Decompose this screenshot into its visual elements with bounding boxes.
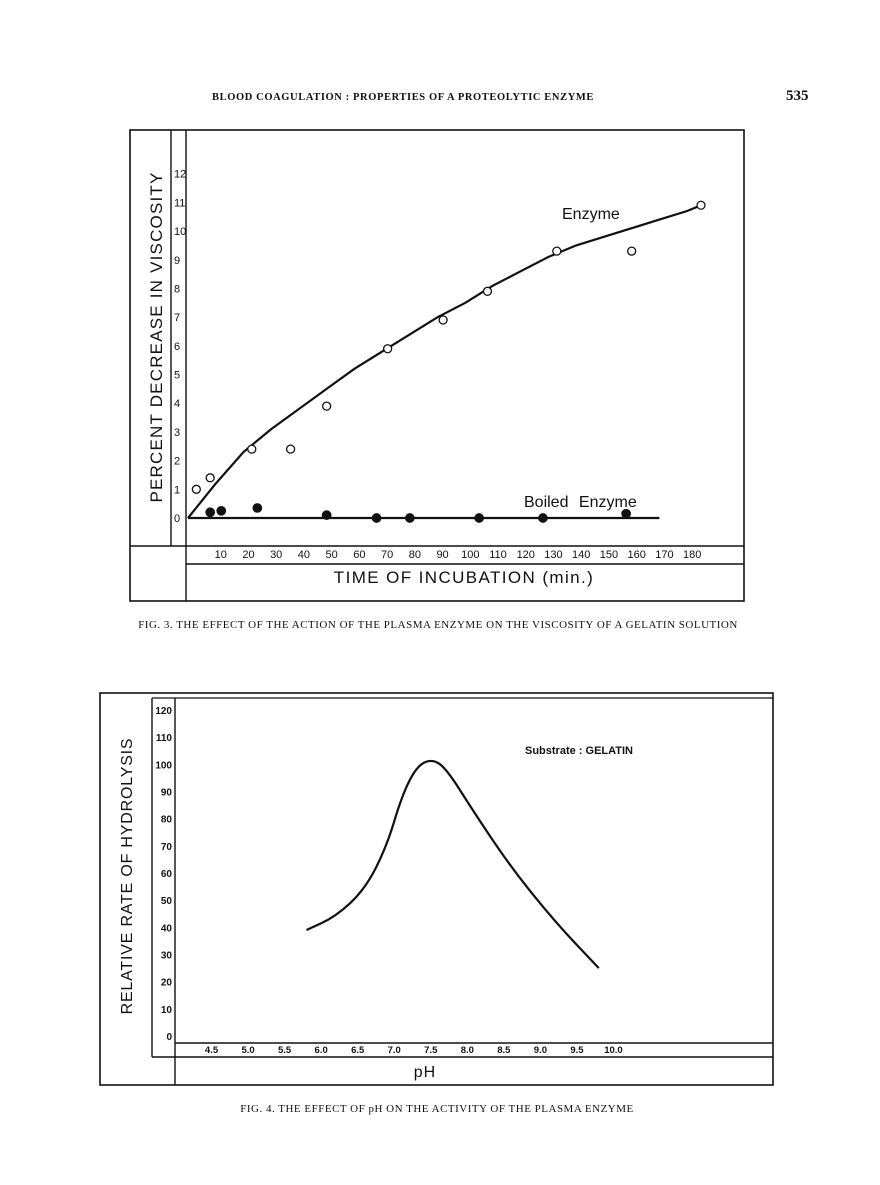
fig3-y-tick-label: 9: [174, 254, 181, 267]
fig3-enzyme-point: [206, 474, 214, 482]
fig4-x-tick-label: 4.5: [204, 1045, 219, 1056]
page-number: 535: [786, 88, 809, 104]
fig4-x-tick-label: 5.5: [278, 1045, 292, 1056]
fig3-enzyme-point: [192, 485, 200, 493]
fig3-x-tick-label: 30: [270, 549, 283, 561]
fig3-enzyme-point: [287, 445, 295, 453]
fig4-x-tick-label: 9.0: [533, 1045, 547, 1056]
fig4-y-tick-label: 110: [155, 733, 172, 745]
fig4-y-tick-label: 30: [160, 950, 172, 962]
fig3-boiled-enzyme-point: [206, 508, 214, 516]
fig3-y-tick-label: 4: [174, 398, 181, 411]
fig4-y-tick-label: 80: [160, 814, 172, 826]
fig4-y-tick-label: 90: [160, 787, 172, 799]
fig3-enzyme-point: [483, 287, 491, 295]
fig4-x-tick-label: 7.0: [387, 1045, 401, 1056]
fig3-x-tick-label: 130: [544, 549, 563, 561]
fig3-y-tick-label: 7: [174, 312, 181, 325]
fig3-enzyme-point: [323, 402, 331, 410]
fig3-y-tick-label: 6: [174, 340, 181, 353]
fig3-series-line-0: [188, 205, 701, 518]
fig3-boiled-enzyme-point: [253, 504, 261, 512]
fig3-x-tick-label: 60: [353, 549, 366, 561]
fig4-y-tick-label: 60: [160, 869, 172, 880]
fig3-x-tick-label: 40: [297, 549, 311, 561]
fig3-y-tick-label: 1: [174, 484, 181, 497]
fig3-x-tick-label: 80: [408, 549, 421, 561]
fig4-y-tick-label: 100: [155, 760, 172, 772]
fig4-x-axis-label: pH: [413, 1064, 437, 1081]
fig4-y-tick-label: 20: [160, 977, 172, 989]
fig3-enzyme-point: [553, 247, 561, 255]
fig3-legend-boiled-enzyme: Boiled Enzyme: [524, 494, 637, 511]
fig4-y-tick-label: 0: [166, 1032, 172, 1043]
fig3-x-tick-label: 170: [655, 549, 674, 561]
fig4-y-tick-label: 120: [155, 706, 172, 717]
fig3-x-tick-label: 100: [461, 549, 480, 561]
fig3-enzyme-point: [439, 316, 447, 324]
fig3-y-axis-label: PERCENT DECREASE IN VISCOSITY: [147, 171, 166, 503]
fig3-boiled-enzyme-point: [475, 514, 483, 522]
fig3-y-tick-label: 2: [174, 455, 181, 468]
fig4-substrate-label: Substrate : GELATIN: [525, 745, 633, 757]
fig3-y-tick-label: 12: [174, 168, 187, 181]
figure-4-caption: FIG. 4. THE EFFECT OF pH ON THE ACTIVITY OF THE PLASMA ENZYME: [240, 1103, 634, 1115]
fig4-x-tick-label: 5.0: [241, 1045, 255, 1056]
running-head: BLOOD COAGULATION : PROPERTIES OF A PROTEOLYTIC ENZYME: [212, 92, 594, 103]
fig3-boiled-enzyme-point: [322, 511, 330, 519]
fig3-enzyme-point: [628, 247, 636, 255]
fig3-boiled-enzyme-point: [372, 514, 380, 522]
fig4-x-tick-label: 9.5: [570, 1045, 584, 1056]
fig4-y-tick-label: 70: [160, 841, 172, 853]
fig3-x-tick-label: 140: [572, 549, 591, 561]
fig4-y-tick-label: 10: [160, 1004, 172, 1016]
fig3-x-axis-label: TIME OF INCUBATION (min.): [333, 568, 595, 587]
fig3-y-tick-label: 8: [174, 283, 181, 296]
figure-3-caption: FIG. 3. THE EFFECT OF THE ACTION OF THE PLASMA ENZYME ON THE VISCOSITY OF A GELATIN SOLUTION: [138, 619, 738, 631]
fig4-y-tick-label: 50: [160, 896, 172, 908]
fig4-y-tick-label: 40: [160, 923, 172, 935]
fig3-x-tick-label: 180: [682, 549, 702, 561]
fig4-x-tick-label: 8.0: [460, 1045, 474, 1056]
fig4-x-tick-label: 6.0: [314, 1045, 328, 1056]
fig4-y-axis-label: RELATIVE RATE OF HYDROLYSIS: [119, 737, 136, 1015]
fig3-x-tick-label: 120: [516, 549, 535, 561]
fig3-x-tick-label: 110: [489, 549, 507, 561]
fig3-enzyme-point: [697, 201, 705, 209]
fig3-enzyme-point: [384, 345, 392, 353]
fig3-boiled-enzyme-point: [217, 507, 225, 515]
fig3-x-tick-label: 160: [627, 549, 646, 561]
fig4-x-tick-label: 7.5: [424, 1045, 438, 1056]
fig3-x-tick-label: 50: [325, 549, 338, 561]
fig3-y-tick-label: 3: [174, 426, 181, 439]
fig3-x-tick-label: 10: [214, 549, 227, 561]
fig3-y-tick-label: 5: [174, 369, 181, 382]
fig3-x-tick-label: 20: [242, 549, 255, 561]
fig4-x-tick-label: 8.5: [497, 1045, 511, 1056]
fig3-y-tick-label: 10: [174, 226, 187, 239]
fig3-legend-enzyme: Enzyme: [562, 206, 620, 223]
fig3-boiled-enzyme-point: [406, 514, 414, 522]
fig4-x-tick-label: 6.5: [351, 1045, 365, 1056]
fig3-x-tick-label: 150: [599, 549, 619, 561]
fig3-x-tick-label: 70: [380, 549, 394, 561]
fig3-y-tick-label: 11: [174, 197, 186, 210]
fig4-x-tick-label: 10.0: [604, 1045, 623, 1056]
fig3-y-tick-label: 0: [174, 513, 181, 525]
fig3-enzyme-point: [248, 445, 256, 453]
fig3-x-tick-label: 90: [436, 549, 449, 561]
fig3-boiled-enzyme-point: [539, 514, 547, 522]
